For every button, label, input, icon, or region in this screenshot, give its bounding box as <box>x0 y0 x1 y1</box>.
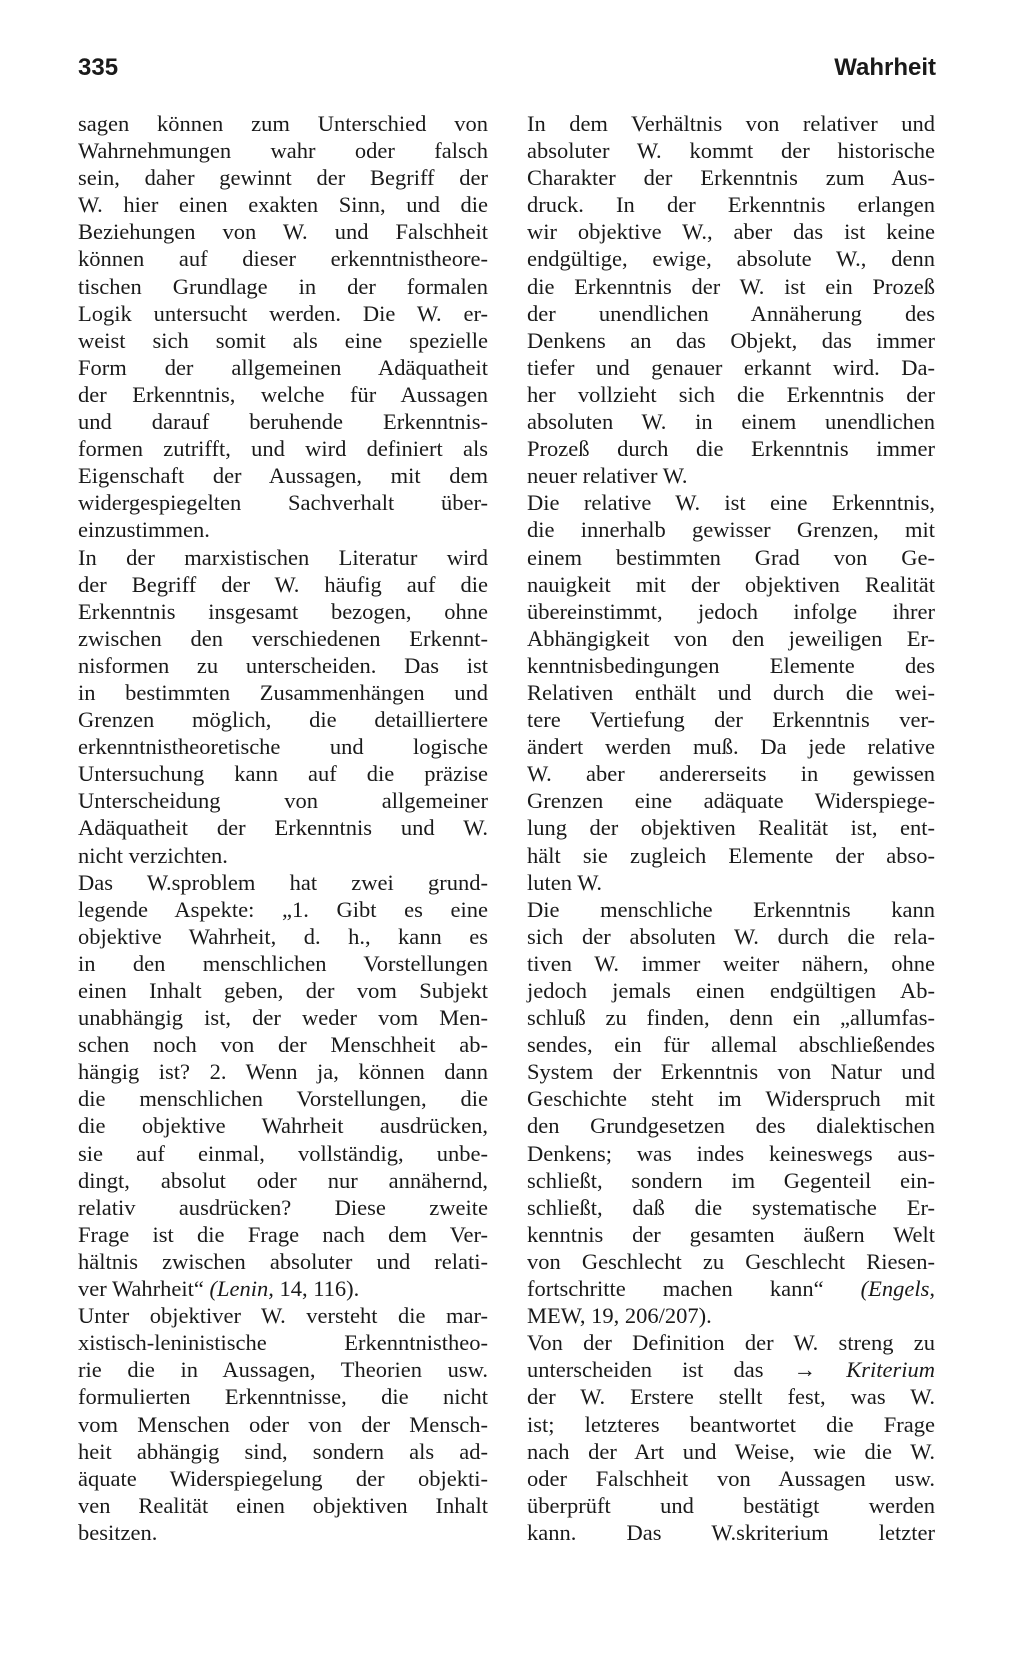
text-line <box>78 381 488 408</box>
text-line <box>527 300 935 327</box>
text-line <box>78 571 488 598</box>
line-text: schließt, daß die systematische Er- <box>527 1194 935 1220</box>
line-text: von Geschlecht zu Geschlecht Riesen- <box>527 1248 935 1274</box>
line-text: Beziehungen von W. und Falschheit <box>78 219 488 245</box>
line-text: sich der absoluten W. durch die rela- <box>527 923 935 949</box>
line-text: In dem Verhältnis von relativer und <box>527 111 935 136</box>
line-text: weist sich somit als eine spezielle <box>78 327 488 353</box>
line-text: neuer relativer W. <box>527 463 688 489</box>
text-line <box>527 544 935 571</box>
text-line <box>78 354 488 381</box>
line-text-tail: 14, 116). <box>273 1276 360 1302</box>
text-line <box>78 625 488 652</box>
text-line <box>527 354 935 381</box>
text-line <box>527 1140 935 1167</box>
text-line <box>78 652 488 679</box>
line-text: und darauf beruhende Erkenntnis- <box>78 409 488 435</box>
text-line <box>78 1438 488 1465</box>
text-line <box>527 625 935 652</box>
line-text: tischen Grundlage in der formalen <box>78 273 488 299</box>
line-text: die objektive Wahrheit ausdrücken, <box>78 1113 488 1139</box>
text-line <box>78 408 488 435</box>
text-line <box>78 218 488 245</box>
line-text: Charakter der Erkenntnis zum Aus- <box>527 165 935 191</box>
line-text: ven Realität einen objektiven Inhalt <box>78 1492 488 1518</box>
line-text: nisformen zu unterscheiden. Das ist <box>78 652 488 678</box>
text-line <box>78 706 488 733</box>
text-line <box>78 977 488 1004</box>
text-line <box>527 245 935 272</box>
line-text: schluß zu finden, denn ein „allumfas- <box>527 1005 935 1031</box>
line-text: Denkens; was indes keineswegs aus- <box>527 1140 935 1166</box>
text-line <box>527 733 935 760</box>
line-text: Logik untersucht werden. Die W. er- <box>78 300 488 326</box>
line-text: hält sie zugleich Elemente der abso- <box>527 842 935 868</box>
text-line <box>78 1058 488 1085</box>
line-text: formen zutrifft, und wird definiert als <box>78 436 488 462</box>
text-line <box>527 462 935 489</box>
text-line <box>78 679 488 706</box>
line-text: ist; letzteres beantwortet die Frage <box>527 1411 935 1437</box>
text-line <box>78 1194 488 1221</box>
text-line <box>78 1167 488 1194</box>
text-line <box>78 598 488 625</box>
line-text: den Grundgesetzen des dialektischen <box>527 1113 935 1139</box>
text-line <box>78 733 488 760</box>
line-text: Prozeß durch die Erkenntnis immer <box>527 436 935 462</box>
text-line <box>527 1356 935 1383</box>
line-text: der W. Erstere stellt fest, was W. <box>527 1384 935 1410</box>
line-text: Untersuchung kann auf die präzise <box>78 761 488 787</box>
line-text: kenntnisbedingungen Elemente des <box>527 652 935 678</box>
line-text: relativ ausdrücken? Diese zweite <box>78 1194 488 1220</box>
line-text: einzustimmen. <box>78 517 210 543</box>
text-line <box>527 842 935 869</box>
line-text: tiven W. immer weiter nähern, ohne <box>527 950 935 976</box>
line-text: Die relative W. ist eine Erkenntnis, <box>527 490 935 516</box>
text-line <box>78 191 488 218</box>
right-text-column <box>527 110 935 1546</box>
text-line <box>78 869 488 896</box>
line-text: sie auf einmal, vollständig, unbe- <box>78 1140 488 1166</box>
line-text: endgültige, ewige, absolute W., denn <box>527 246 935 272</box>
text-line <box>527 516 935 543</box>
text-line <box>527 814 935 841</box>
line-text: tiefer und genauer erkannt wird. Da- <box>527 354 935 380</box>
text-line <box>527 598 935 625</box>
line-text: Grenzen eine adäquate Widerspiege- <box>527 788 935 814</box>
line-text: zwischen den verschiedenen Erkennt- <box>78 625 488 651</box>
line-text: nicht verzichten. <box>78 842 228 868</box>
line-text: druck. In der Erkenntnis erlangen <box>527 192 935 218</box>
line-text: hältnis zwischen absoluter und relati- <box>78 1248 488 1274</box>
text-line <box>527 1411 935 1438</box>
text-line <box>78 137 488 164</box>
text-line <box>527 1329 935 1356</box>
text-line <box>78 760 488 787</box>
text-line <box>527 869 935 896</box>
line-text: die Erkenntnis der W. ist ein Prozeß <box>527 273 935 299</box>
text-line <box>78 1248 488 1275</box>
line-text: Erkenntnis insgesamt bezogen, ohne <box>78 598 488 624</box>
page-header <box>78 50 936 86</box>
text-line <box>78 544 488 571</box>
line-text: übereinstimmt, jedoch infolge ihrer <box>527 598 935 624</box>
text-line <box>527 706 935 733</box>
text-line <box>527 218 935 245</box>
line-text: nach der Art und Weise, wie die W. <box>527 1438 935 1464</box>
line-text: Von der Definition der W. streng zu <box>527 1330 935 1356</box>
page-number: 335 <box>78 54 119 81</box>
citation-author: Kriterium <box>846 1357 935 1383</box>
line-text: luten W. <box>527 869 603 895</box>
line-text: die menschlichen Vorstellungen, die <box>78 1086 488 1112</box>
line-text: in den menschlichen Vorstellungen <box>78 950 488 976</box>
line-text: W. hier einen exakten Sinn, und die <box>78 192 488 218</box>
line-text: xistisch-leninistische Erkenntnistheo- <box>78 1330 488 1356</box>
text-line <box>527 1004 935 1031</box>
text-line <box>527 1194 935 1221</box>
text-line <box>78 842 488 869</box>
text-line <box>527 1085 935 1112</box>
text-line <box>527 1438 935 1465</box>
line-text: Wahrnehmungen wahr oder falsch <box>78 138 488 164</box>
line-text: Geschichte steht im Widerspruch mit <box>527 1086 935 1112</box>
text-line <box>527 191 935 218</box>
line-text: Denkens an das Objekt, das immer <box>527 327 935 353</box>
line-text: heit abhängig sind, sondern als ad- <box>78 1438 488 1464</box>
line-text: kann. Das W.skriterium letzter <box>527 1519 935 1545</box>
line-text: kenntnis der gesamten äußern Welt <box>527 1221 935 1247</box>
line-text: System der Erkenntnis von Natur und <box>527 1059 935 1085</box>
text-line <box>527 1383 935 1410</box>
text-line <box>527 1058 935 1085</box>
text-line <box>78 1140 488 1167</box>
line-text: legende Aspekte: „1. Gibt es eine <box>78 896 488 922</box>
line-text: überprüft und bestätigt werden <box>527 1492 935 1518</box>
text-line <box>78 1356 488 1383</box>
line-text: ver Wahrheit“ <box>78 1276 210 1302</box>
text-line <box>78 1411 488 1438</box>
text-line <box>527 137 935 164</box>
text-line <box>527 1112 935 1139</box>
text-line <box>78 1519 488 1546</box>
line-text: tere Vertiefung der Erkenntnis ver- <box>527 707 935 733</box>
text-line <box>527 435 935 462</box>
text-line <box>78 516 488 543</box>
line-text: MEW, 19, 206/207). <box>527 1303 712 1329</box>
line-text: Das W.sproblem hat zwei grund- <box>78 869 488 895</box>
line-text: Adäquatheit der Erkenntnis und W. <box>78 815 488 841</box>
line-text: Form der allgemeinen Adäquatheit <box>78 354 488 380</box>
text-line <box>527 652 935 679</box>
text-line <box>78 896 488 923</box>
text-line <box>78 245 488 272</box>
line-text: der Begriff der W. häufig auf die <box>78 571 488 597</box>
text-line <box>78 787 488 814</box>
text-line <box>78 1004 488 1031</box>
line-text: Frage ist die Frage nach dem Ver- <box>78 1221 488 1247</box>
text-line <box>527 896 935 923</box>
line-text: fortschritte machen kann“ <box>527 1276 861 1302</box>
line-text: sendes, ein für allemal abschließendes <box>527 1032 935 1058</box>
text-line <box>78 1275 488 1302</box>
text-line <box>78 300 488 327</box>
text-line <box>78 327 488 354</box>
line-text: lung der objektiven Realität ist, ent- <box>527 815 935 841</box>
text-line <box>527 164 935 191</box>
text-line <box>527 1519 935 1546</box>
text-line <box>78 1085 488 1112</box>
line-text: Grenzen möglich, die detailliertere <box>78 707 488 733</box>
line-text: dingt, absolut oder nur annähernd, <box>78 1167 488 1193</box>
line-text: unterscheiden ist das → <box>527 1357 847 1383</box>
text-line <box>78 1302 488 1329</box>
text-line <box>527 1221 935 1248</box>
text-line <box>527 489 935 516</box>
text-line <box>78 923 488 950</box>
line-text: einen Inhalt geben, der vom Subjekt <box>78 978 488 1003</box>
running-title: Wahrheit <box>834 54 936 81</box>
line-text: einem bestimmten Grad von Ge- <box>527 544 935 570</box>
line-text: in bestimmten Zusammenhängen und <box>78 679 488 705</box>
text-line <box>527 1248 935 1275</box>
line-text: nauigkeit mit der objektiven Realität <box>527 571 935 597</box>
line-text: die innerhalb gewisser Grenzen, mit <box>527 517 935 543</box>
line-text: W. aber andererseits in gewissen <box>527 761 935 787</box>
line-text: vom Menschen oder von der Mensch- <box>78 1411 488 1437</box>
text-line <box>78 950 488 977</box>
line-text: In der marxistischen Literatur wird <box>78 544 488 570</box>
line-text: der unendlichen Annäherung des <box>527 300 935 326</box>
line-text: absoluter W. kommt der historische <box>527 138 935 164</box>
text-line <box>527 571 935 598</box>
line-text: widergespiegelten Sachverhalt über- <box>78 490 488 516</box>
text-line <box>527 950 935 977</box>
line-text: erkenntnistheoretische und logische <box>78 734 488 760</box>
line-text: rie die in Aussagen, Theorien usw. <box>78 1357 488 1383</box>
line-text: hängig ist? 2. Wenn ja, können dann <box>78 1059 488 1085</box>
line-text: unabhängig ist, der weder vom Men- <box>78 1005 488 1031</box>
text-line <box>78 110 488 137</box>
text-line <box>527 760 935 787</box>
line-text: formulierten Erkenntnisse, die nicht <box>78 1384 488 1410</box>
text-line <box>78 164 488 191</box>
text-line <box>527 1492 935 1519</box>
line-text: her vollzieht sich die Erkenntnis der <box>527 381 935 407</box>
text-line <box>78 1492 488 1519</box>
line-text: Relativen enthält und durch die wei- <box>527 679 935 705</box>
line-text: äquate Widerspiegelung der objekti- <box>78 1465 488 1491</box>
line-text: schließt, sondern im Gegenteil ein- <box>527 1167 935 1193</box>
text-line <box>527 977 935 1004</box>
citation-author: (Engels, <box>860 1276 935 1302</box>
text-line <box>527 1031 935 1058</box>
text-line <box>78 814 488 841</box>
text-line <box>527 1465 935 1492</box>
text-line <box>78 1221 488 1248</box>
line-text: sagen können zum Unterschied von <box>78 111 488 136</box>
line-text: Die menschliche Erkenntnis kann <box>527 896 935 922</box>
text-line <box>78 273 488 300</box>
line-text: oder Falschheit von Aussagen usw. <box>527 1465 935 1491</box>
text-line <box>527 1167 935 1194</box>
line-text: der Erkenntnis, welche für Aussagen <box>78 381 488 407</box>
text-line <box>527 1302 935 1329</box>
text-line <box>527 1275 935 1302</box>
text-line <box>527 923 935 950</box>
text-line <box>78 435 488 462</box>
line-text: absoluten W. in einem unendlichen <box>527 409 935 435</box>
line-text: sein, daher gewinnt der Begriff der <box>78 165 488 191</box>
line-text: Unterscheidung von allgemeiner <box>78 788 488 814</box>
line-text: schen noch von der Menschheit ab- <box>78 1032 488 1058</box>
text-line <box>78 1383 488 1410</box>
text-line <box>527 110 935 137</box>
line-text: besitzen. <box>78 1519 158 1545</box>
text-line <box>78 1329 488 1356</box>
text-line <box>78 1112 488 1139</box>
text-line <box>527 679 935 706</box>
text-line <box>527 273 935 300</box>
line-text: wir objektive W., aber das ist keine <box>527 219 935 245</box>
left-text-column <box>78 110 488 1546</box>
text-line <box>78 1031 488 1058</box>
text-line <box>78 489 488 516</box>
text-line <box>527 787 935 814</box>
line-text: Abhängigkeit von den jeweiligen Er- <box>527 625 935 651</box>
line-text: Unter objektiver W. versteht die mar- <box>78 1303 488 1329</box>
text-line <box>527 381 935 408</box>
line-text: können auf dieser erkenntnistheore- <box>78 246 488 272</box>
text-line <box>78 462 488 489</box>
citation-author: (Lenin, <box>209 1276 274 1302</box>
text-line <box>527 408 935 435</box>
text-line <box>78 1465 488 1492</box>
line-text: ändert werden muß. Da jede relative <box>527 734 935 760</box>
line-text: Eigenschaft der Aussagen, mit dem <box>78 463 488 489</box>
line-text: jedoch jemals einen endgültigen Ab- <box>527 978 935 1003</box>
line-text: objektive Wahrheit, d. h., kann es <box>78 923 488 949</box>
text-line <box>527 327 935 354</box>
